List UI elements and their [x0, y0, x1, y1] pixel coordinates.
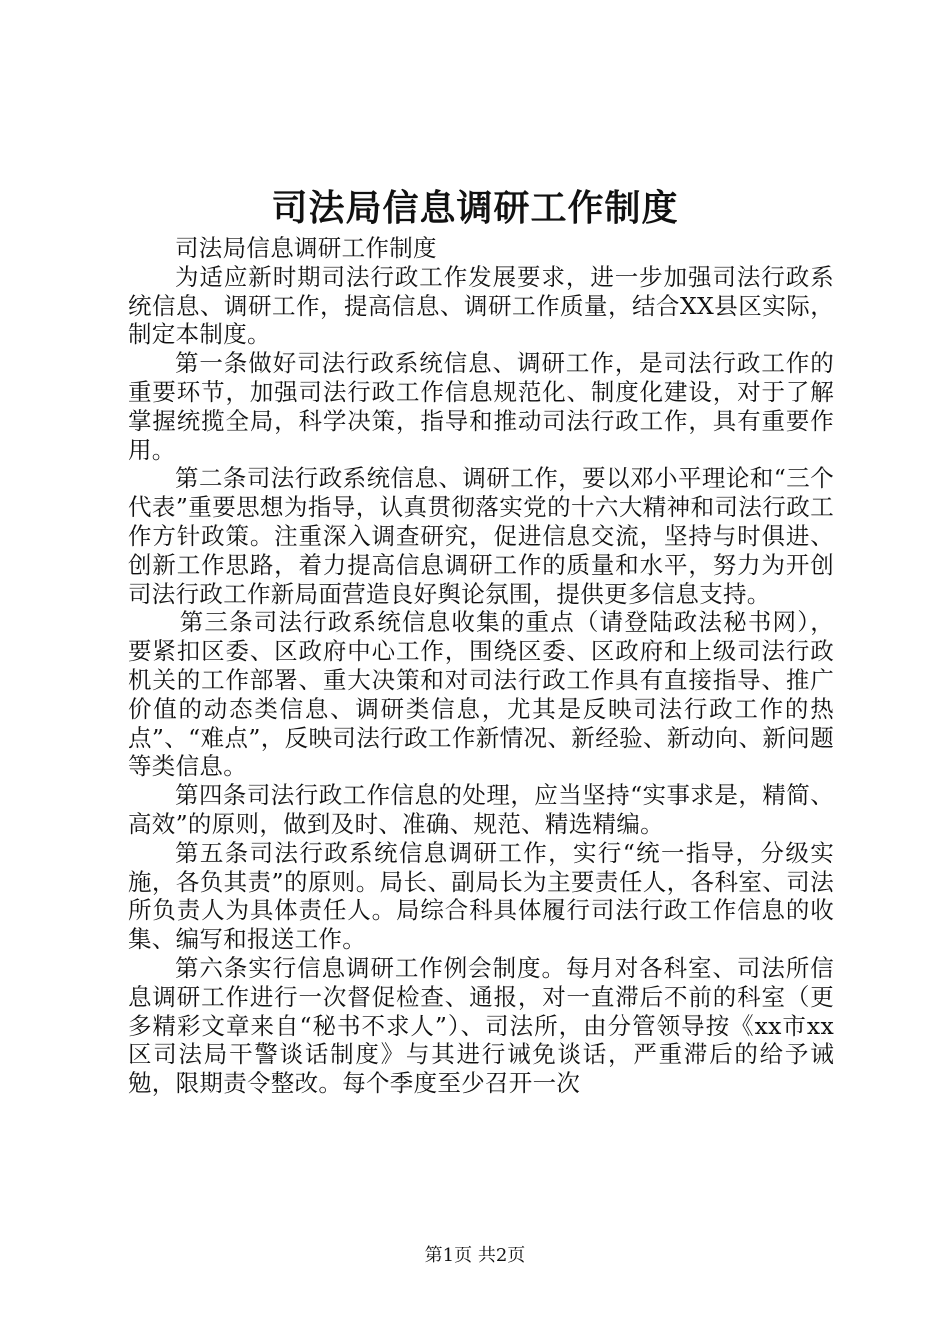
- document-title: 司法局信息调研工作制度: [271, 187, 679, 229]
- document-body: [128, 234, 834, 1098]
- paragraph-article-6: 第六条实行信息调研工作例会制度。每月对各科室、司法所信息调研工作进行一次督促检查、通报，对一直滞后不前的科室（更多精彩文章来自“秘书不求人”）、司法所，由分管领导按《xx市xx区司法局干警谈话制度》与其进行诫免谈话，严重滞后的给予诫勉，限期责令整改。每个季度至少召开一次: [128, 953, 834, 1098]
- paragraph-subtitle: 司法局信息调研工作制度: [175, 234, 437, 262]
- paragraph-article-1: 第一条做好司法行政系统信息、调研工作，是司法行政工作的重要环节，加强司法行政工作信息规范化、制度化建设，对于了解掌握统揽全局，科学决策，指导和推动司法行政工作，具有重要作用。: [128, 349, 834, 464]
- page-number-footer: 第1页 共2页: [424, 1245, 526, 1266]
- paragraph-article-4: 第四条司法行政工作信息的处理，应当坚持“实事求是，精简、高效”的原则，做到及时、准确、规范、精选精编。: [128, 781, 834, 838]
- paragraph-article-3: 第三条司法行政系统信息收集的重点（请登陆政法秘书网），要紧扣区委、区政府中心工作，围绕区委、区政府和上级司法行政机关的工作部署、重大决策和对司法行政工作具有直接指导、推广价值的动态类信息、调研类信息，尤其是反映司法行政工作的热点”、“难点”，反映司法行政工作新情况、新经验、新动向、新问题等类信息。: [128, 608, 834, 781]
- paragraph-intro: 为适应新时期司法行政工作发展要求，进一步加强司法行政系统信息、调研工作，提高信息、调研工作质量，结合XX县区实际，制定本制度。: [128, 262, 834, 349]
- paragraph-article-5: 第五条司法行政系统信息调研工作，实行“统一指导，分级实施，各负其责”的原则。局长、副局长为主要责任人，各科室、司法所负责人为具体责任人。局综合科具体履行司法行政工作信息的收集、编写和报送工作。: [128, 838, 834, 954]
- paragraph-article-2: 第二条司法行政系统信息、调研工作，要以邓小平理论和“三个代表”重要思想为指导，认真贯彻落实党的十六大精神和司法行政工作方针政策。注重深入调查研究，促进信息交流，坚持与时俱进、创新工作思路，着力提高信息调研工作的质量和水平，努力为开创司法行政工作新局面营造良好舆论氛围，提供更多信息支持。: [128, 464, 834, 608]
